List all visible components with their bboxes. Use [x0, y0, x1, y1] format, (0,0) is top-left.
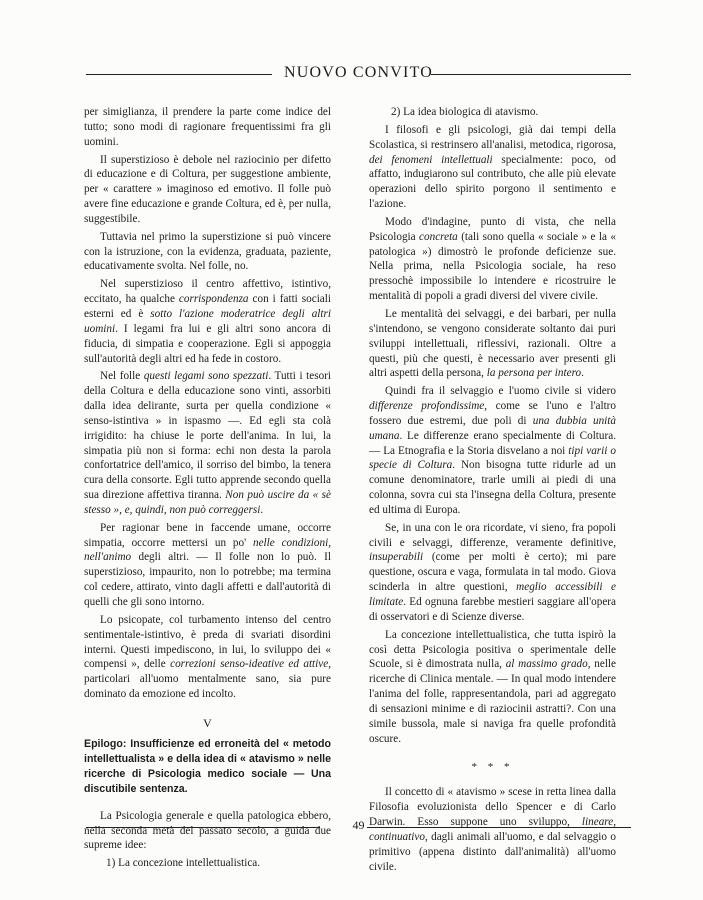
paragraph: La concezione intellettualistica, che tutta ispirò la così detta Psicologia positiva o sperimentale delle Scuole, si è dimostrata nulla, al massimo grado, nelle ricerche di Clinica mentale. — In qual modo intendere l'anima del folle, rappresentandola, pari ad aggregato di sensazioni minime e di raziocinii astratti?. Con una simile bussola, male si naviga fra quelle profondità oscure. [369, 628, 616, 745]
emphasis: sotto l'azione moderatrice degli altri uomini [84, 307, 331, 335]
paragraph: Modo d'indagine, punto di vista, che nella Psicologia concreta (tali sono quella « sociale » e la « patologica ») dimostrò le profonde deficienze sue. Nella prima, nella Psicologia sociale, ha reso pressochè impossibile lo intendere e ricostruire le mentalità di popoli a gradi diversi del vivere civile. [369, 215, 616, 303]
emphasis: concreta [419, 230, 458, 243]
page-number: 49 [352, 818, 365, 832]
paragraph: Per ragionar bene in faccende umane, occorre simpatia, occorre mettersi un po' nelle condizioni, nell'animo degli altri. — Il folle non lo può. Il superstizioso, impaurito, non lo potrebbe; ma termina col cedere, attirato, vinto dagli affetti e dall'autorità di quelli che gli sono intorno. [84, 521, 331, 608]
emphasis: nelle condizioni, nell'animo [84, 536, 331, 564]
paragraph: Quindi fra il selvaggio e l'uomo civile si videro differenze profondissime, come se l'uno e l'altro fossero due estremi, due poli di una dubbia unità umana. Le differenze erano specialmente di Coltura. — La Etnografia e la Storia disvelano a noi tipi varii o specie di Coltura. Non bisogna tutte ridurle ad un comune denominatore, trarle umili ai piedi di una colonna, sovra cui sta l'insegna della Coltura, presente ed ultima di Europa. [369, 385, 617, 516]
footer-rule-right [367, 827, 631, 828]
section-number: V [203, 715, 212, 730]
emphasis: al massimo grado [505, 658, 588, 671]
running-header [86, 62, 631, 86]
emphasis: una dubbia unità umana [369, 414, 616, 442]
left-column [84, 105, 331, 874]
emphasis: lineare, continuativo [369, 815, 616, 843]
paragraph: Tuttavia nel primo la superstizione si può vincere con la istruzione, con la evidenza, graduata, paziente, educativamente svolta. Nel folle, no. [84, 230, 331, 273]
emphasis: corrispondenza [178, 293, 249, 306]
paragraph: Nel superstizioso il centro affettivo, istintivo, eccitato, ha qualche corrispondenza con i fatti sociali esterni ed è sotto l'azione moderatrice degli altri uomini. I legami fra lui e gli altri sono ancora di fiducia, di simpatia e cooperazione. Egli si appoggia sull'autorità degli altri ed ha fede in costoro. [84, 278, 331, 365]
emphasis: Non può uscire da « sè stesso », e, quindi, non può correggersi [84, 489, 331, 516]
emphasis: tipi varii o specie di Coltura [369, 444, 616, 472]
paragraph: Il superstizioso è debole nel raziocinio per difetto di educazione e di Coltura, per suggestione ambiente, per « carattere » imaginoso ed emotivo. Il folle può avere fine educazione e grande Coltura, ed è, per nulla, suggestibile. [84, 153, 331, 225]
list-item: 1) La concezione intellettualistica. [106, 857, 261, 870]
paragraph: per simiglianza, il prendere la parte come indice del tutto; sono modi di ragionare frequentissimi fra gli uomini. [84, 106, 331, 148]
page-footer [86, 818, 631, 840]
emphasis: questi legami sono spezzati [143, 370, 269, 383]
paragraph: I filosofi e gli psicologi, già dai tempi della Scolastica, si restrinsero all'analisi, metodica, rigorosa, dei fenomeni intellettuali specialmente: poco, od affatto, indugiarono sul contributo, che alle più elevate operazioni dello spirito porgono il sentimento e l'azione. [369, 123, 616, 211]
paragraph: Lo psicopate, col turbamento intenso del centro sentimentale-istintivo, è preda di svariati disordini interni. Questi impediscono, in lui, lo sviluppo dei « compensi », delle correzioni senso-ideative ed attive, particolari all'uomo mentalmente sano, sia pure dominato da emozione ed incolto. [84, 613, 332, 701]
emphasis: dei fenomeni intellettuali [369, 153, 493, 166]
section-heading: Epilogo: Insufficienze ed erroneità del « metodo intellettualista » e della idea di « atavismo » nelle ricerche di Psicologia medico sociale — Una discutibile sentenza. [84, 737, 331, 795]
paragraph: La Psicologia generale e quella patologica ebbero, nella seconda metà del passato secolo, a guida due supreme idee: [84, 809, 331, 852]
emphasis: differenze profondissime [369, 400, 485, 413]
section-separator: * * * [471, 761, 514, 774]
paragraph: Se, in una con le ora ricordate, vi sieno, fra popoli civili e selvaggi, differenze, veramente definitive, insuperabili (come per molti è certo); mi pare questione, oscura e vaga, formulata in tal modo. Giova scinderla in altre questioni, meglio accessibili e limitate. Ed ognuna farebbe mestieri saggiare all'opera di osservatori e di Scienze diverse. [369, 521, 616, 623]
emphasis: correzioni senso-ideative ed attive [170, 658, 329, 671]
header-rule-right [431, 74, 631, 75]
paragraph: Il concetto di « atavismo » scese in retta linea dalla Filosofia evoluzionista dello Spencer e di Carlo Darwin. Esso suppone uno sviluppo, lineare, continuativo, dagli animali all'uomo, e dal selvaggio o primitivo (appena distinto dall'animalità) all'uomo civile. [369, 786, 616, 873]
emphasis: la persona per intero [486, 367, 582, 380]
paragraph: Le mentalità dei selvaggi, e dei barbari, per nulla s'intendono, se vengono considerate soltanto dai puri sviluppi intellettuali, riflessivi, razionali. Oltre a questi, più che questi, è necessario aver presenti gli altri aspetti della persona, la persona per intero. [369, 307, 616, 380]
right-column [369, 105, 616, 877]
emphasis: meglio accessibili e limitate [369, 581, 616, 608]
emphasis: insuperabili [369, 551, 424, 564]
list-item: 2) La idea biologica di atavismo. [391, 106, 539, 118]
journal-title: NUOVO CONVITO [283, 64, 434, 81]
paragraph: Nel folle questi legami sono spezzati. Tutti i tesori della Coltura e della educazione sono vinti, assorbiti dalla idea delirante, surta per quella condizione « senso-istintiva » in ispasmo —. Ed egli sta colà irrigidito: ha chiuse le porte dell'anima. In lui, la simpatia più non si forma: echi non desta la parola confortatrice dell'amico, il sorriso del bimbo, la tenera cura della consorte. Egli tutto apprende secondo quella sua direzione affettiva tiranna. Non può uscire da « sè stesso », e, quindi, non può correggersi. [84, 370, 331, 516]
